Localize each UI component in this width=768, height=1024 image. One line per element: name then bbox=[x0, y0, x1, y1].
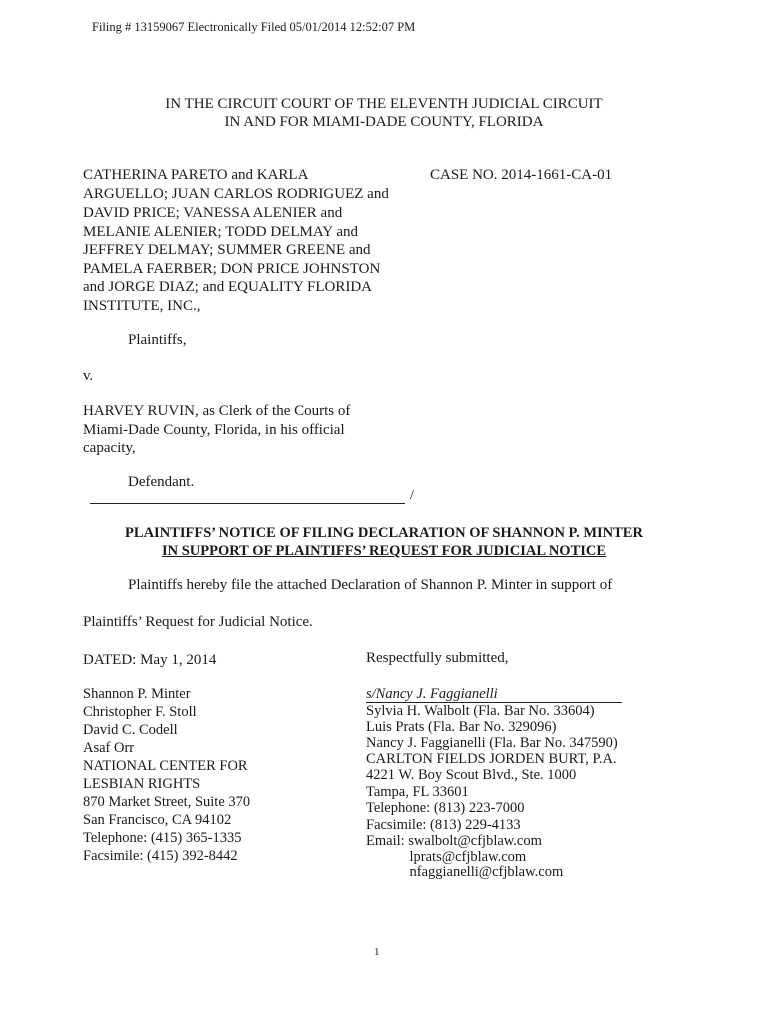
left-counsel-line: 870 Market Street, Suite 370 bbox=[83, 794, 251, 810]
caption-slash: / bbox=[410, 488, 414, 503]
plaintiffs-line: and JORGE DIAZ; and EQUALITY FLORIDA bbox=[83, 279, 372, 295]
left-counsel-line: Shannon P. Minter bbox=[83, 686, 191, 702]
plaintiffs-line: ARGUELLO; JUAN CARLOS RODRIGUEZ and bbox=[83, 186, 389, 202]
right-counsel-line: Tampa, FL 33601 bbox=[366, 784, 469, 800]
court-name-line-1: IN THE CIRCUIT COURT OF THE ELEVENTH JUDICIAL CIRCUIT bbox=[165, 96, 603, 112]
right-counsel-line: Facsimile: (813) 229-4133 bbox=[366, 817, 521, 833]
filing-stamp: Filing # 13159067 Electronically Filed 05/01/2014 12:52:07 PM bbox=[92, 20, 416, 34]
left-counsel-line: Christopher F. Stoll bbox=[83, 704, 197, 720]
defendant-line: HARVEY RUVIN, as Clerk of the Courts of bbox=[83, 403, 351, 419]
caption-separator bbox=[90, 503, 405, 504]
body-text-line-2: Plaintiffs’ Request for Judicial Notice. bbox=[83, 614, 313, 630]
left-counsel-line: Asaf Orr bbox=[83, 740, 135, 756]
defendant-line: Miami-Dade County, Florida, in his official bbox=[83, 422, 345, 438]
left-counsel-line: LESBIAN RIGHTS bbox=[83, 776, 201, 792]
plaintiffs-line: CATHERINA PARETO and KARLA bbox=[83, 167, 309, 183]
dated-line: DATED: May 1, 2014 bbox=[83, 652, 217, 668]
left-counsel-line: San Francisco, CA 94102 bbox=[83, 812, 232, 828]
defendant-line: capacity, bbox=[83, 440, 136, 456]
case-number: CASE NO. 2014-1661-CA-01 bbox=[430, 167, 613, 183]
right-counsel-line: CARLTON FIELDS JORDEN BURT, P.A. bbox=[366, 751, 617, 767]
plaintiffs-line: MELANIE ALENIER; TODD DELMAY and bbox=[83, 224, 358, 240]
right-counsel-line: Sylvia H. Walbolt (Fla. Bar No. 33604) bbox=[366, 703, 595, 719]
plaintiffs-line: PAMELA FAERBER; DON PRICE JOHNSTON bbox=[83, 261, 381, 277]
right-counsel-line: Luis Prats (Fla. Bar No. 329096) bbox=[366, 719, 557, 735]
left-counsel-line: Facsimile: (415) 392-8442 bbox=[83, 848, 238, 864]
plaintiffs-line: JEFFREY DELMAY; SUMMER GREENE and bbox=[83, 242, 371, 258]
right-counsel-line: Nancy J. Faggianelli (Fla. Bar No. 347590) bbox=[366, 735, 618, 751]
right-counsel-line: Email: swalbolt@cfjblaw.com bbox=[366, 833, 542, 849]
right-counsel-line: 4221 W. Boy Scout Blvd., Ste. 1000 bbox=[366, 767, 577, 783]
versus: v. bbox=[83, 368, 94, 384]
defendant-label: Defendant. bbox=[128, 474, 195, 490]
plaintiffs-line: DAVID PRICE; VANESSA ALENIER and bbox=[83, 205, 343, 221]
right-counsel-line: nfaggianelli@cfjblaw.com bbox=[366, 864, 564, 880]
document-title-line-2 bbox=[0, 543, 768, 560]
right-counsel-line: lprats@cfjblaw.com bbox=[366, 849, 527, 865]
court-name-line-2: IN AND FOR MIAMI-DADE COUNTY, FLORIDA bbox=[224, 114, 544, 130]
left-counsel-line: Telephone: (415) 365-1335 bbox=[83, 830, 242, 846]
plaintiffs-line: INSTITUTE, INC., bbox=[83, 298, 201, 314]
signature: s/Nancy J. Faggianelli bbox=[366, 686, 498, 702]
right-counsel-line: Telephone: (813) 223-7000 bbox=[366, 800, 525, 816]
left-counsel-line: David C. Codell bbox=[83, 722, 178, 738]
body-text-line-1: Plaintiffs hereby file the attached Declaration of Shannon P. Minter in support of bbox=[128, 577, 613, 593]
page-number: 1 bbox=[374, 946, 380, 958]
document-title-line-1: PLAINTIFFS’ NOTICE OF FILING DECLARATION OF SHANNON P. MINTER bbox=[125, 525, 643, 541]
document-title-underlined: IN SUPPORT OF PLAINTIFFS’ REQUEST FOR JUDICIAL NOTICE bbox=[161, 543, 607, 559]
plaintiffs-label: Plaintiffs, bbox=[128, 332, 187, 348]
left-counsel-line: NATIONAL CENTER FOR bbox=[83, 758, 248, 774]
respectfully-submitted: Respectfully submitted, bbox=[366, 650, 509, 666]
